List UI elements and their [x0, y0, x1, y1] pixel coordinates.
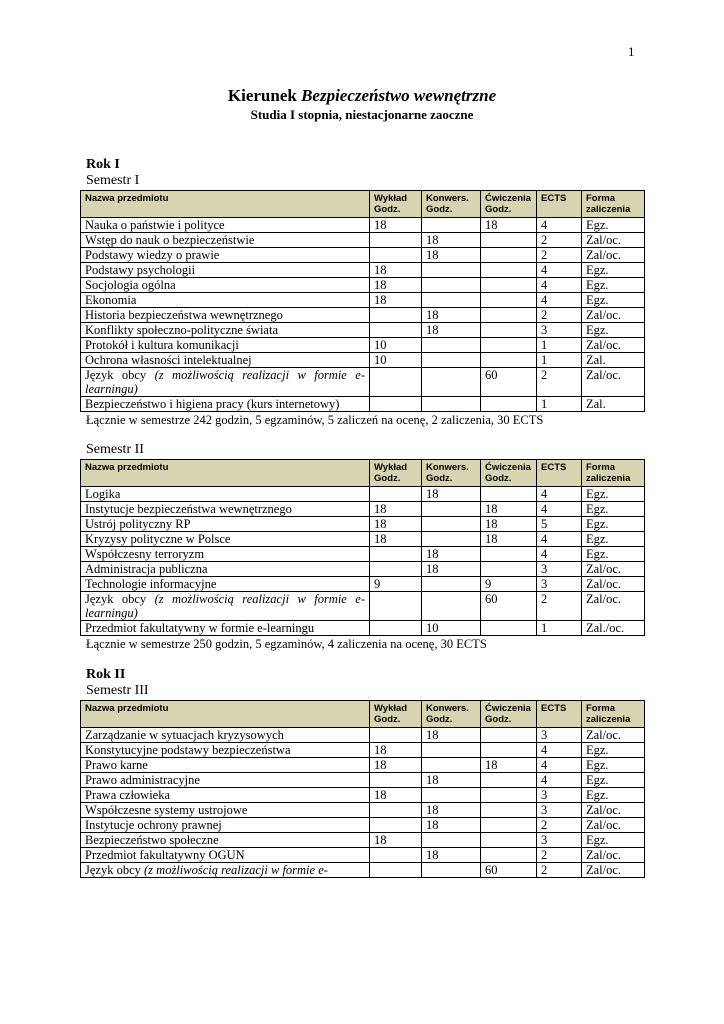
table-header-row: [81, 460, 645, 487]
table-row: [81, 803, 645, 818]
course-table-semester-2: [80, 459, 645, 636]
course-name: Bezpieczeństwo i higiena pracy (kurs internetowy): [81, 397, 370, 412]
table-row: [81, 338, 645, 353]
ects-points: 4: [537, 293, 582, 308]
ects-points: 4: [537, 547, 582, 562]
conversatory-hours: 18: [422, 728, 481, 743]
conversatory-hours: 18: [422, 487, 481, 502]
assessment-form: Zal/oc.: [582, 848, 645, 863]
lecture-hours: 18: [370, 833, 422, 848]
course-name: [81, 863, 370, 878]
assessment-form: Zal/oc.: [582, 338, 645, 353]
course-name: Prawo administracyjne: [81, 773, 370, 788]
title-prefix: Kierunek: [227, 86, 297, 105]
semester-heading-1: Semestr I: [86, 173, 140, 188]
ects-points: 3: [537, 803, 582, 818]
exercise-hours: 18: [481, 218, 537, 233]
lecture-hours: 9: [370, 577, 422, 592]
table-row: [81, 293, 645, 308]
header-exercises: Ćwiczenia Godz.: [481, 701, 537, 728]
table-row: [81, 397, 645, 412]
exercise-hours: [481, 773, 537, 788]
lecture-hours: 18: [370, 278, 422, 293]
table-row: [81, 592, 645, 621]
conversatory-hours: [422, 517, 481, 532]
assessment-form: Egz.: [582, 218, 645, 233]
header-exercises: Ćwiczenia Godz.: [481, 191, 537, 218]
exercise-hours: [481, 743, 537, 758]
conversatory-hours: 18: [422, 562, 481, 577]
exercise-hours: 60: [481, 863, 537, 878]
header-exercises: Ćwiczenia Godz.: [481, 460, 537, 487]
lecture-hours: [370, 248, 422, 263]
conversatory-hours: 18: [422, 248, 481, 263]
table-row: [81, 323, 645, 338]
table-row: [81, 743, 645, 758]
semester-2-summary: Łącznie w semestrze 250 godzin, 5 egzaminów, 4 zaliczenia na ocenę, 30 ECTS: [86, 637, 487, 651]
exercise-hours: [481, 278, 537, 293]
course-name: Współczesny terroryzm: [81, 547, 370, 562]
conversatory-hours: 10: [422, 621, 481, 636]
table-header-row: [81, 701, 645, 728]
header-name: Nazwa przedmiotu: [81, 460, 370, 487]
conversatory-hours: 18: [422, 803, 481, 818]
assessment-form: Egz.: [582, 788, 645, 803]
header-lecture: Wykład Godz.: [370, 460, 422, 487]
year-heading-1: Rok I: [86, 157, 120, 172]
conversatory-hours: [422, 743, 481, 758]
assessment-form: Egz.: [582, 547, 645, 562]
course-name: Nauka o państwie i polityce: [81, 218, 370, 233]
lecture-hours: [370, 863, 422, 878]
exercise-hours: 9: [481, 577, 537, 592]
table-row: [81, 577, 645, 592]
course-name: Bezpieczeństwo społeczne: [81, 833, 370, 848]
ects-points: 3: [537, 577, 582, 592]
table-row: [81, 353, 645, 368]
assessment-form: Zal/oc.: [582, 863, 645, 878]
ects-points: 2: [537, 308, 582, 323]
lecture-hours: 18: [370, 743, 422, 758]
ects-points: 3: [537, 728, 582, 743]
ects-points: 3: [537, 788, 582, 803]
course-name: [81, 368, 370, 397]
exercise-hours: [481, 487, 537, 502]
ects-points: 4: [537, 532, 582, 547]
course-table-semester-1: [80, 190, 645, 412]
assessment-form: Egz.: [582, 773, 645, 788]
exercise-hours: 18: [481, 502, 537, 517]
page-number: 1: [628, 44, 635, 59]
table-row: [81, 728, 645, 743]
table-row: [81, 278, 645, 293]
course-name: Prawo karne: [81, 758, 370, 773]
conversatory-hours: [422, 263, 481, 278]
ects-points: 1: [537, 353, 582, 368]
course-name: [81, 592, 370, 621]
header-conversatory: Konwers. Godz.: [422, 701, 481, 728]
header-form: Forma zaliczenia: [582, 701, 645, 728]
header-name: Nazwa przedmiotu: [81, 191, 370, 218]
lecture-hours: [370, 323, 422, 338]
table-row: [81, 863, 645, 878]
conversatory-hours: [422, 592, 481, 621]
conversatory-hours: [422, 397, 481, 412]
course-name: Podstawy psychologii: [81, 263, 370, 278]
conversatory-hours: 18: [422, 818, 481, 833]
assessment-form: Egz.: [582, 517, 645, 532]
assessment-form: Egz.: [582, 323, 645, 338]
lecture-hours: [370, 308, 422, 323]
course-name: Konstytucyjne podstawy bezpieczeństwa: [81, 743, 370, 758]
assessment-form: Egz.: [582, 278, 645, 293]
table-row: [81, 547, 645, 562]
course-name: Współczesne systemy ustrojowe: [81, 803, 370, 818]
title-field-name: Bezpieczeństwo wewnętrzne: [301, 86, 497, 105]
table-row: [81, 263, 645, 278]
course-name: Ustrój polityczny RP: [81, 517, 370, 532]
table-row: [81, 233, 645, 248]
assessment-form: Zal/oc.: [582, 728, 645, 743]
assessment-form: Egz.: [582, 833, 645, 848]
conversatory-hours: 18: [422, 323, 481, 338]
exercise-hours: [481, 353, 537, 368]
assessment-form: Egz.: [582, 758, 645, 773]
lecture-hours: [370, 547, 422, 562]
table-row: [81, 848, 645, 863]
lecture-hours: 18: [370, 502, 422, 517]
assessment-form: Zal.: [582, 397, 645, 412]
conversatory-hours: [422, 278, 481, 293]
document-subtitle: Studia I stopnia, niestacjonarne zaoczne: [250, 107, 474, 122]
exercise-hours: 18: [481, 517, 537, 532]
exercise-hours: [481, 621, 537, 636]
exercise-hours: [481, 293, 537, 308]
header-conversatory: Konwers. Godz.: [422, 191, 481, 218]
lecture-hours: [370, 803, 422, 818]
table-row: [81, 517, 645, 532]
table-row: [81, 562, 645, 577]
ects-points: 5: [537, 517, 582, 532]
conversatory-hours: 18: [422, 547, 481, 562]
exercise-hours: [481, 338, 537, 353]
course-name: Prawa człowieka: [81, 788, 370, 803]
table-row: [81, 218, 645, 233]
assessment-form: Zal./oc.: [582, 621, 645, 636]
course-name: Historia bezpieczeństwa wewnętrznego: [81, 308, 370, 323]
ects-points: 4: [537, 743, 582, 758]
ects-points: 4: [537, 758, 582, 773]
ects-points: 2: [537, 368, 582, 397]
course-name-text: Język obcy: [85, 368, 155, 382]
ects-points: 4: [537, 487, 582, 502]
ects-points: 1: [537, 338, 582, 353]
exercise-hours: [481, 397, 537, 412]
course-name: Instytucje ochrony prawnej: [81, 818, 370, 833]
lecture-hours: 18: [370, 788, 422, 803]
ects-points: 1: [537, 397, 582, 412]
assessment-form: Zal/oc.: [582, 818, 645, 833]
assessment-form: Zal/oc.: [582, 308, 645, 323]
lecture-hours: 18: [370, 293, 422, 308]
semester-heading-2: Semestr II: [86, 442, 144, 457]
lecture-hours: [370, 233, 422, 248]
ects-points: 4: [537, 218, 582, 233]
conversatory-hours: 18: [422, 773, 481, 788]
exercise-hours: [481, 562, 537, 577]
lecture-hours: 18: [370, 758, 422, 773]
exercise-hours: [481, 848, 537, 863]
conversatory-hours: [422, 532, 481, 547]
conversatory-hours: [422, 218, 481, 233]
ects-points: 2: [537, 248, 582, 263]
table-row: [81, 248, 645, 263]
course-name: Kryzysy polityczne w Polsce: [81, 532, 370, 547]
course-name: Technologie informacyjne: [81, 577, 370, 592]
conversatory-hours: [422, 353, 481, 368]
course-name: Logika: [81, 487, 370, 502]
conversatory-hours: [422, 293, 481, 308]
assessment-form: Egz.: [582, 487, 645, 502]
ects-points: 4: [537, 773, 582, 788]
ects-points: 2: [537, 818, 582, 833]
year-heading-2: Rok II: [86, 667, 126, 682]
lecture-hours: [370, 773, 422, 788]
ects-points: 3: [537, 323, 582, 338]
exercise-hours: [481, 818, 537, 833]
ects-points: 3: [537, 833, 582, 848]
lecture-hours: [370, 562, 422, 577]
course-name: Ekonomia: [81, 293, 370, 308]
table-row: [81, 502, 645, 517]
conversatory-hours: [422, 788, 481, 803]
assessment-form: Zal/oc.: [582, 368, 645, 397]
ects-points: 2: [537, 848, 582, 863]
table-row: [81, 818, 645, 833]
assessment-form: Zal/oc.: [582, 562, 645, 577]
ects-points: 1: [537, 621, 582, 636]
conversatory-hours: [422, 338, 481, 353]
lecture-hours: [370, 592, 422, 621]
assessment-form: Zal/oc.: [582, 248, 645, 263]
course-name: Wstęp do nauk o bezpieczeństwie: [81, 233, 370, 248]
table-row: [81, 532, 645, 547]
course-name: Administracja publiczna: [81, 562, 370, 577]
course-name: Socjologia ogólna: [81, 278, 370, 293]
lecture-hours: 10: [370, 353, 422, 368]
table-row: [81, 621, 645, 636]
lecture-hours: 10: [370, 338, 422, 353]
ects-points: 4: [537, 278, 582, 293]
exercise-hours: 60: [481, 368, 537, 397]
ects-points: 2: [537, 592, 582, 621]
course-name: Protokół i kultura komunikacji: [81, 338, 370, 353]
course-note: (z możliwością realizacji w formie e-learningu): [85, 368, 365, 396]
semester-1-summary: Łącznie w semestrze 242 godzin, 5 egzaminów, 5 zaliczeń na ocenę, 2 zaliczenia, 30 ECTS: [86, 413, 544, 427]
exercise-hours: [481, 547, 537, 562]
table-row: [81, 833, 645, 848]
conversatory-hours: 18: [422, 848, 481, 863]
course-name: Ochrona własności intelektualnej: [81, 353, 370, 368]
assessment-form: Zal/oc.: [582, 592, 645, 621]
assessment-form: Egz.: [582, 743, 645, 758]
assessment-form: Zal/oc.: [582, 577, 645, 592]
conversatory-hours: [422, 577, 481, 592]
assessment-form: Zal/oc.: [582, 803, 645, 818]
exercise-hours: [481, 833, 537, 848]
assessment-form: Egz.: [582, 502, 645, 517]
lecture-hours: [370, 397, 422, 412]
header-ects: ECTS: [537, 191, 582, 218]
conversatory-hours: 18: [422, 308, 481, 323]
assessment-form: Zal.: [582, 353, 645, 368]
exercise-hours: [481, 233, 537, 248]
course-name: Instytucje bezpieczeństwa wewnętrznego: [81, 502, 370, 517]
lecture-hours: 18: [370, 517, 422, 532]
lecture-hours: [370, 621, 422, 636]
ects-points: 3: [537, 562, 582, 577]
table-header-row: [81, 191, 645, 218]
conversatory-hours: [422, 863, 481, 878]
conversatory-hours: [422, 368, 481, 397]
header-name: Nazwa przedmiotu: [81, 701, 370, 728]
conversatory-hours: [422, 502, 481, 517]
header-ects: ECTS: [537, 460, 582, 487]
course-name: Podstawy wiedzy o prawie: [81, 248, 370, 263]
course-name: Przedmiot fakultatywny OGUN: [81, 848, 370, 863]
table-row: [81, 487, 645, 502]
exercise-hours: [481, 263, 537, 278]
table-row: [81, 773, 645, 788]
course-name: Przedmiot fakultatywny w formie e-learningu: [81, 621, 370, 636]
ects-points: 2: [537, 863, 582, 878]
semester-heading-3: Semestr III: [86, 683, 149, 698]
course-note: (z możliwością realizacji w formie e-learningu): [85, 592, 365, 620]
course-table-semester-3: [80, 700, 645, 878]
exercise-hours: 60: [481, 592, 537, 621]
exercise-hours: [481, 308, 537, 323]
ects-points: 2: [537, 233, 582, 248]
exercise-hours: 18: [481, 532, 537, 547]
table-row: [81, 368, 645, 397]
table-row: [81, 758, 645, 773]
course-name-text: Język obcy: [85, 592, 155, 606]
conversatory-hours: 18: [422, 233, 481, 248]
ects-points: 4: [537, 263, 582, 278]
header-lecture: Wykład Godz.: [370, 701, 422, 728]
header-form: Forma zaliczenia: [582, 191, 645, 218]
exercise-hours: [481, 728, 537, 743]
assessment-form: Egz.: [582, 532, 645, 547]
assessment-form: Egz.: [582, 293, 645, 308]
lecture-hours: 18: [370, 218, 422, 233]
exercise-hours: 18: [481, 758, 537, 773]
lecture-hours: [370, 848, 422, 863]
lecture-hours: 18: [370, 263, 422, 278]
conversatory-hours: [422, 833, 481, 848]
course-name-text: Język obcy: [85, 863, 145, 877]
header-lecture: Wykład Godz.: [370, 191, 422, 218]
table-row: [81, 308, 645, 323]
lecture-hours: [370, 818, 422, 833]
header-conversatory: Konwers. Godz.: [422, 460, 481, 487]
table-row: [81, 788, 645, 803]
assessment-form: Egz.: [582, 263, 645, 278]
exercise-hours: [481, 248, 537, 263]
exercise-hours: [481, 788, 537, 803]
ects-points: 4: [537, 502, 582, 517]
course-note: (z możliwością realizacji w formie e-: [144, 863, 328, 877]
lecture-hours: [370, 728, 422, 743]
document-title: [0, 86, 724, 106]
conversatory-hours: [422, 758, 481, 773]
lecture-hours: 18: [370, 532, 422, 547]
course-name: Zarządzanie w sytuacjach kryzysowych: [81, 728, 370, 743]
assessment-form: Zal/oc.: [582, 233, 645, 248]
course-name: Konflikty społeczno-polityczne świata: [81, 323, 370, 338]
exercise-hours: [481, 803, 537, 818]
lecture-hours: [370, 487, 422, 502]
header-ects: ECTS: [537, 701, 582, 728]
exercise-hours: [481, 323, 537, 338]
header-form: Forma zaliczenia: [582, 460, 645, 487]
lecture-hours: [370, 368, 422, 397]
